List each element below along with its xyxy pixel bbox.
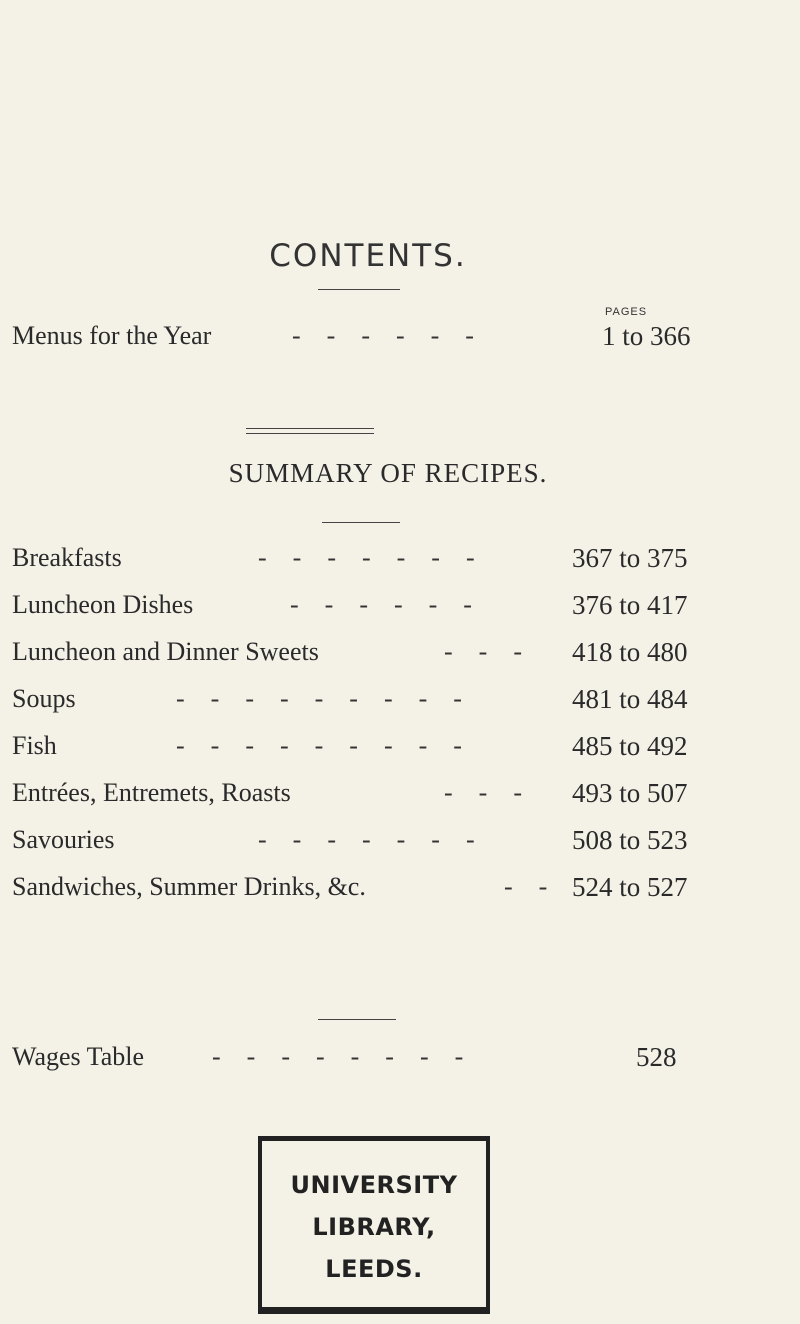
page-title: CONTENTS. <box>269 238 467 274</box>
recipe-label: Fish <box>12 731 57 760</box>
wages-entry <box>0 1042 800 1082</box>
stamp-line-2: LIBRARY, <box>312 1213 436 1241</box>
recipe-row <box>0 684 800 724</box>
recipe-pages: 376 to 417 <box>572 590 688 620</box>
leader-dots: - - - - - - - - <box>212 1042 464 1071</box>
recipe-pages: 508 to 523 <box>572 825 688 855</box>
title-rule <box>318 289 400 290</box>
summary-heading: SUMMARY OF RECIPES. <box>228 458 548 488</box>
library-stamp <box>258 1136 490 1314</box>
leader-dots: - - - - - - - <box>258 825 475 854</box>
recipe-pages: 418 to 480 <box>572 637 688 667</box>
wages-rule <box>318 1019 396 1020</box>
leader-dots: - - - - - - <box>290 590 472 619</box>
recipe-label: Breakfasts <box>12 543 122 572</box>
leader-dots: - - - <box>444 778 522 807</box>
stamp-line-3: LEEDS. <box>325 1255 423 1283</box>
recipe-label: Soups <box>12 684 76 713</box>
recipe-row <box>0 778 800 818</box>
double-rule-top <box>246 428 374 429</box>
menus-entry <box>0 321 800 361</box>
summary-rule <box>322 522 400 523</box>
leader-dots: - - - - - - - - - <box>176 731 462 760</box>
double-rule-bottom <box>246 433 374 434</box>
pages-column-header: PAGES <box>605 306 648 318</box>
recipe-row <box>0 590 800 630</box>
recipe-label: Luncheon Dishes <box>12 590 194 619</box>
recipe-pages: 485 to 492 <box>572 731 688 761</box>
recipe-label: Entrées, Entremets, Roasts <box>12 778 291 807</box>
leader-dots: - - - - - - - <box>258 543 475 572</box>
wages-pages: 528 <box>636 1042 677 1072</box>
recipe-row <box>0 543 800 583</box>
recipe-label: Sandwiches, Summer Drinks, &c. <box>12 872 366 901</box>
recipe-row <box>0 731 800 771</box>
leader-dots: - - - - - - - - - <box>176 684 462 713</box>
leader-dots: - - <box>504 872 548 901</box>
recipe-pages: 367 to 375 <box>572 543 688 573</box>
recipe-pages: 524 to 527 <box>572 872 688 902</box>
menus-label: Menus for the Year <box>12 321 212 350</box>
recipe-row <box>0 825 800 865</box>
menus-pages: 1 to 366 <box>602 321 691 351</box>
recipe-pages: 481 to 484 <box>572 684 688 714</box>
recipe-row <box>0 637 800 677</box>
recipe-pages: 493 to 507 <box>572 778 688 808</box>
recipe-label: Savouries <box>12 825 115 854</box>
wages-label: Wages Table <box>12 1042 145 1071</box>
recipe-row <box>0 872 800 912</box>
stamp-line-1: UNIVERSITY <box>290 1171 458 1199</box>
leader-dots: - - - <box>444 637 522 666</box>
recipe-label: Luncheon and Dinner Sweets <box>12 637 319 666</box>
leader-dots: - - - - - - <box>292 321 474 350</box>
